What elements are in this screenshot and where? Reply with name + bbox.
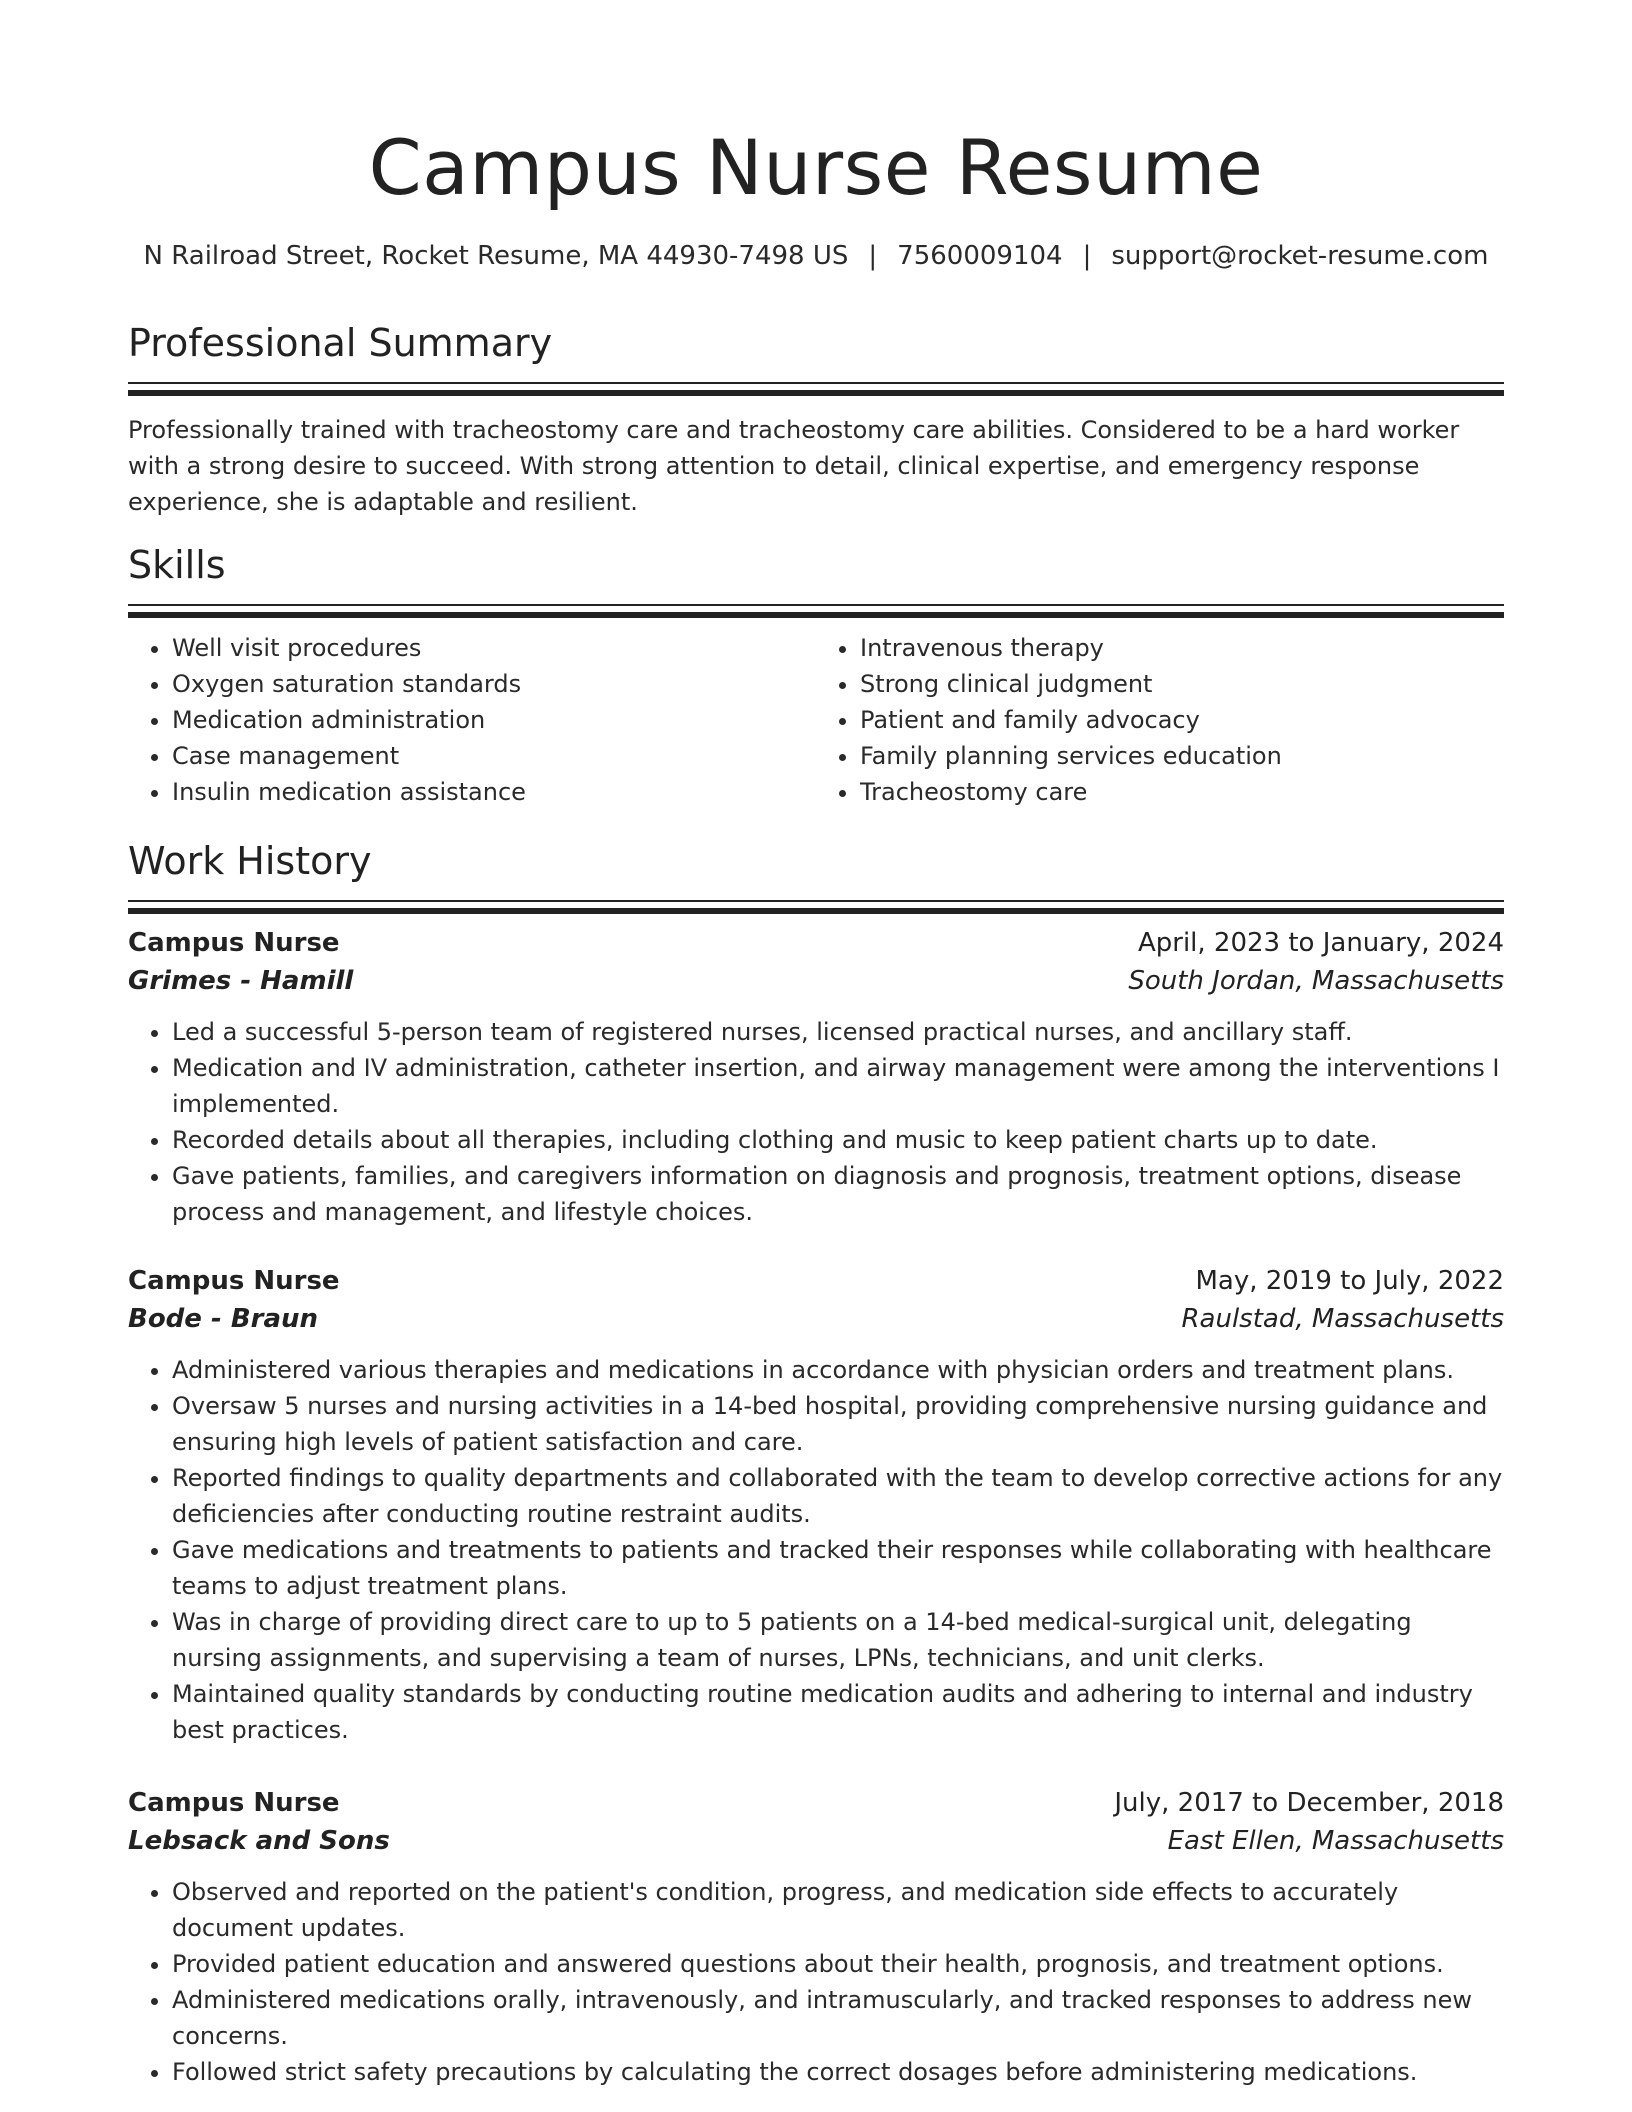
skill-item: • Family planning services education <box>860 738 1504 774</box>
job-bullet: • Oversaw 5 nurses and nursing activities in a 14-bed hospital, providing comprehensive nursing guidance and ensuring high levels of patient satisfaction and care. <box>172 1388 1504 1460</box>
job-header-row <box>128 1262 1504 1300</box>
contact-line <box>128 238 1504 274</box>
contact-separator: | <box>1082 241 1092 271</box>
job-bullet: • Gave patients, families, and caregivers information on diagnosis and prognosis, treatment options, disease process and management, and lifestyle choices. <box>172 1158 1504 1230</box>
job-header-row <box>128 924 1504 962</box>
job-entry <box>128 1784 1504 2090</box>
job-dates: July, 2017 to December, 2018 <box>1114 1788 1504 1818</box>
job-location: East Ellen, Massachusetts <box>1167 1826 1504 1856</box>
section-divider <box>128 604 1504 606</box>
job-title: Campus Nurse <box>128 1788 340 1818</box>
job-bullets <box>128 1874 1504 2090</box>
job-title: Campus Nurse <box>128 1266 340 1296</box>
summary-heading: Professional Summary <box>128 321 553 365</box>
job-bullets <box>128 1352 1504 1748</box>
job-bullet: • Medication and IV administration, catheter insertion, and airway management were among the interventions I implemented. <box>172 1050 1504 1122</box>
job-bullet: • Administered various therapies and medications in accordance with physician orders and treatment plans. <box>172 1352 1504 1388</box>
job-subheader-row <box>128 1300 1504 1338</box>
skill-item: • Case management <box>172 738 816 774</box>
section-divider <box>128 612 1504 618</box>
contact-separator: | <box>868 241 878 271</box>
skills-columns <box>128 630 1504 810</box>
job-subheader-row <box>128 1822 1504 1860</box>
job-bullets <box>128 1014 1504 1230</box>
job-location: Raulstad, Massachusetts <box>1181 1304 1504 1334</box>
job-bullet: • Provided patient education and answered questions about their health, prognosis, and treatment options. <box>172 1946 1504 1982</box>
job-title: Campus Nurse <box>128 928 340 958</box>
skill-item: • Patient and family advocacy <box>860 702 1504 738</box>
contact-email[interactable]: support@rocket-resume.com <box>1111 241 1489 271</box>
job-location: South Jordan, Massachusetts <box>1128 966 1504 996</box>
job-company: Grimes - Hamill <box>128 966 354 996</box>
section-divider <box>128 390 1504 396</box>
contact-address: N Railroad Street, Rocket Resume, MA 44930-7498 US <box>143 241 849 271</box>
skill-item: • Strong clinical judgment <box>860 666 1504 702</box>
resume-title: Campus Nurse Resume <box>368 123 1264 212</box>
section-divider <box>128 908 1504 914</box>
job-subheader-row <box>128 962 1504 1000</box>
skills-heading: Skills <box>128 543 226 587</box>
work-history-heading: Work History <box>128 839 372 883</box>
summary-section <box>128 318 1504 520</box>
job-bullet: • Was in charge of providing direct care to up to 5 patients on a 14-bed medical-surgical unit, delegating nursing assignments, and supervising a team of nurses, LPNs, technicians, and unit clerks. <box>172 1604 1504 1676</box>
work-history-section <box>128 836 1504 914</box>
skill-item: • Well visit procedures <box>172 630 816 666</box>
contact-phone: 7560009104 <box>897 241 1063 271</box>
job-header-row <box>128 1784 1504 1822</box>
job-bullet: • Gave medications and treatments to patients and tracked their responses while collaborating with healthcare teams to adjust treatment plans. <box>172 1532 1504 1604</box>
job-bullet: • Maintained quality standards by conducting routine medication audits and adhering to internal and industry best practices. <box>172 1676 1504 1748</box>
job-bullet: • Recorded details about all therapies, including clothing and music to keep patient charts up to date. <box>172 1122 1504 1158</box>
job-bullet: • Led a successful 5-person team of registered nurses, licensed practical nurses, and ancillary staff. <box>172 1014 1504 1050</box>
skills-list-right <box>816 630 1504 810</box>
job-bullet: • Administered medications orally, intravenously, and intramuscularly, and tracked responses to address new concerns. <box>172 1982 1504 2054</box>
job-bullet: • Reported findings to quality departments and collaborated with the team to develop corrective actions for any deficiencies after conducting routine restraint audits. <box>172 1460 1504 1532</box>
skills-list-left <box>128 630 816 810</box>
skill-item: • Medication administration <box>172 702 816 738</box>
section-divider <box>128 382 1504 384</box>
summary-text: Professionally trained with tracheostomy care and tracheostomy care abilities. Considered to be a hard worker with a strong desire to succeed. With strong attention to detail, clinical expertise, and emergency response experience, she is adaptable and resilient. <box>128 416 1460 516</box>
skill-item: • Intravenous therapy <box>860 630 1504 666</box>
job-dates: April, 2023 to January, 2024 <box>1137 928 1504 958</box>
section-divider <box>128 900 1504 902</box>
job-bullet: • Followed strict safety precautions by calculating the correct dosages before administering medications. <box>172 2054 1504 2090</box>
job-dates: May, 2019 to July, 2022 <box>1195 1266 1504 1296</box>
job-company: Bode - Braun <box>128 1304 319 1334</box>
job-company: Lebsack and Sons <box>128 1826 390 1856</box>
skill-item: • Oxygen saturation standards <box>172 666 816 702</box>
skill-item: • Tracheostomy care <box>860 774 1504 810</box>
job-bullet: • Observed and reported on the patient's condition, progress, and medication side effects to accurately document updates. <box>172 1874 1504 1946</box>
job-entry <box>128 1262 1504 1748</box>
skills-section <box>128 540 1504 810</box>
skill-item: • Insulin medication assistance <box>172 774 816 810</box>
job-entry <box>128 924 1504 1230</box>
